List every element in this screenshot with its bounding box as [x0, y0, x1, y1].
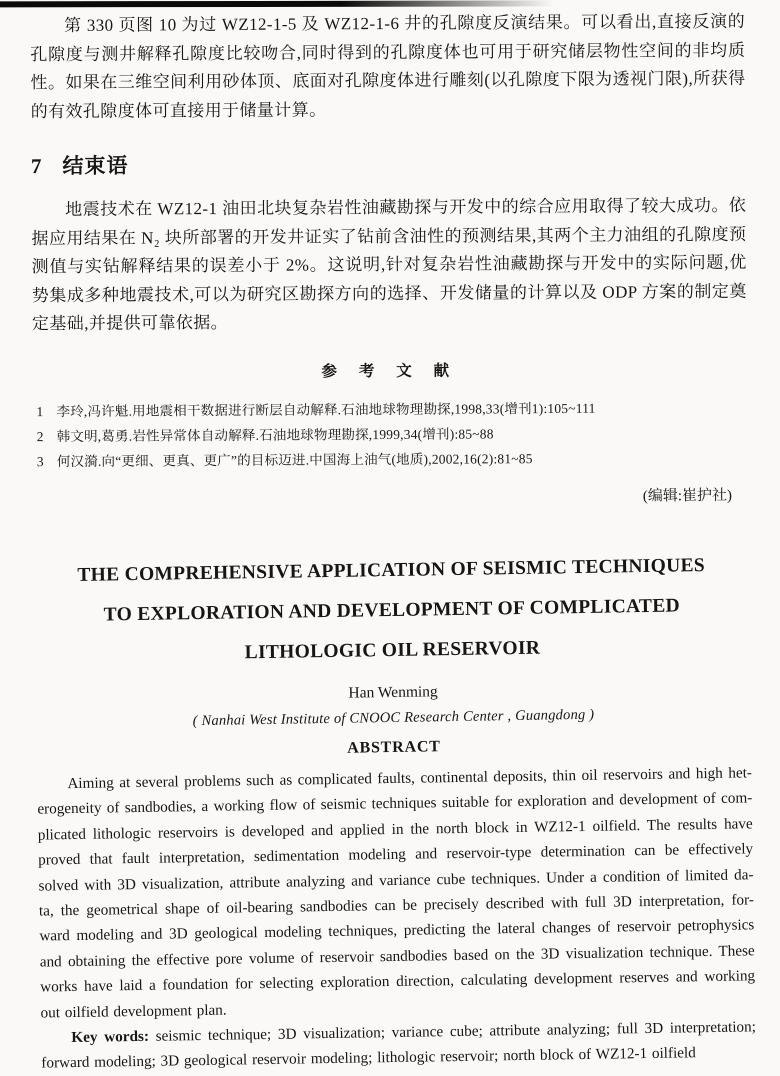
- keywords-text: seismic technique; 3D visualization; variance cube; attribute analyzing; full 3D interpretation; forward modeling; 3D geological reservoir modeling; lithologic reservoir; north block of WZ12-1 oilfield: [41, 1017, 757, 1072]
- abstract-line: solved with 3D visualization, attribute analyzing and variance cube techniques. Under a condition of limited da-: [38, 865, 754, 894]
- reference-number: 3: [36, 453, 44, 469]
- abstract-line: proved that fault interpretation, sedimentation modeling and reservoir-type determination can be effectively: [38, 840, 754, 869]
- reference-text: 李玲,冯许魁.用地震相干数据进行断层自动解释.石油地球物理勘探,1998,33(增刊1):105~111: [56, 400, 596, 419]
- section-title: 结束语: [62, 153, 129, 178]
- abstract-heading: ABSTRACT: [347, 737, 441, 757]
- editor-credit: (编辑:崔护社): [642, 487, 733, 504]
- reference-text: 何汉漪.向“更细、更真、更广”的目标迈进.中国海上油气(地质),2002,16(2):81~85: [56, 450, 533, 469]
- abstract-line: works have laid a foundation for selecting exploration direction, calculating development reserves and working: [40, 967, 756, 996]
- conclusion-paragraph: 地震技术在 WZ12-1 油田北块复杂岩性油藏勘探与开发中的综合应用取得了较大成功。依据应用结果在 N₂ 块所部署的开发井证实了钻前含油性的预测结果,其两个主力油组的孔隙度预测值与实钻解释结果的误差小于 2%。这说明,针对复杂岩性油藏勘探与开发中的实际问题,优势集成多种地震技术,可以为研究区勘探方向的选择、开发储量的计算以及 ODP 方案的制定奠定基础,并提供可靠依据。: [31, 195, 747, 334]
- reference-text: 韩文明,葛勇.岩性异常体自动解释.石油地球物理勘探,1999,34(增刊):85~88: [56, 425, 494, 444]
- paragraph-porosity-inversion: 第 330 页图 10 为过 WZ12-1-5 及 WZ12-1-6 井的孔隙度反演结果。可以看出,直接反演的孔隙度与测井解释孔隙度比较吻合,同时得到的孔隙度体也可用于研究储层物性空间的非均质性。如果在三维空间利用砂体顶、底面对孔隙度体进行雕刻(以孔隙度下限为透视门限),所获得的有效孔隙度体可直接用于储量计算。: [30, 11, 746, 121]
- abstract-line: ta, the geometrical shape of oil-bearing sandbodies can be precisely described with full 3D interpretation, for-: [38, 890, 755, 920]
- section-7-heading: [31, 146, 746, 180]
- references-list: [32, 394, 747, 473]
- author-name: Han Wenming: [348, 682, 438, 702]
- abstract-line: plicated lithologic reservoirs is developed and applied in the north block in WZ12-1 oilfield. The results have: [37, 814, 753, 843]
- english-title-line-2: TO EXPLORATION AND DEVELOPMENT OF COMPLICATED: [103, 594, 681, 626]
- keywords-paragraph: [41, 1014, 757, 1076]
- abstract-text: [37, 760, 756, 1025]
- english-section: [33, 545, 756, 1076]
- section-number: 7: [30, 154, 43, 179]
- scan-artifact-top: [0, 0, 554, 7]
- abstract-line: ward modeling and 3D geological modeling techniques, predicting the lateral changes of reservoir petrophysics: [39, 916, 755, 945]
- reference-number: 2: [36, 428, 44, 444]
- abstract-line: and obtaining the effective pore volume of reservoir sandbodies based on the 3D visualization technique. These: [39, 941, 755, 970]
- reference-item: [33, 444, 748, 473]
- english-title-line-3: LITHOLOGIC OIL RESERVOIR: [244, 637, 541, 663]
- abstract-line: Aiming at several problems such as complicated faults, continental deposits, thin oil reservoirs and high het-: [67, 763, 753, 792]
- reference-number: 1: [36, 403, 44, 419]
- keywords-label: Key words:: [71, 1027, 150, 1046]
- english-title-line-1: THE COMPREHENSIVE APPLICATION OF SEISMIC TECHNIQUES: [77, 554, 706, 586]
- abstract-line: erogeneity of sandbodies, a working flow of seismic techniques suitable for exploration and development of com-: [37, 789, 753, 818]
- references-heading: 参 考 文 献: [321, 362, 459, 380]
- author-affiliation: ( Nanhai West Institute of CNOOC Research Center , Guangdong ): [192, 706, 595, 729]
- abstract-line: out oilfield development plan.: [40, 1000, 227, 1021]
